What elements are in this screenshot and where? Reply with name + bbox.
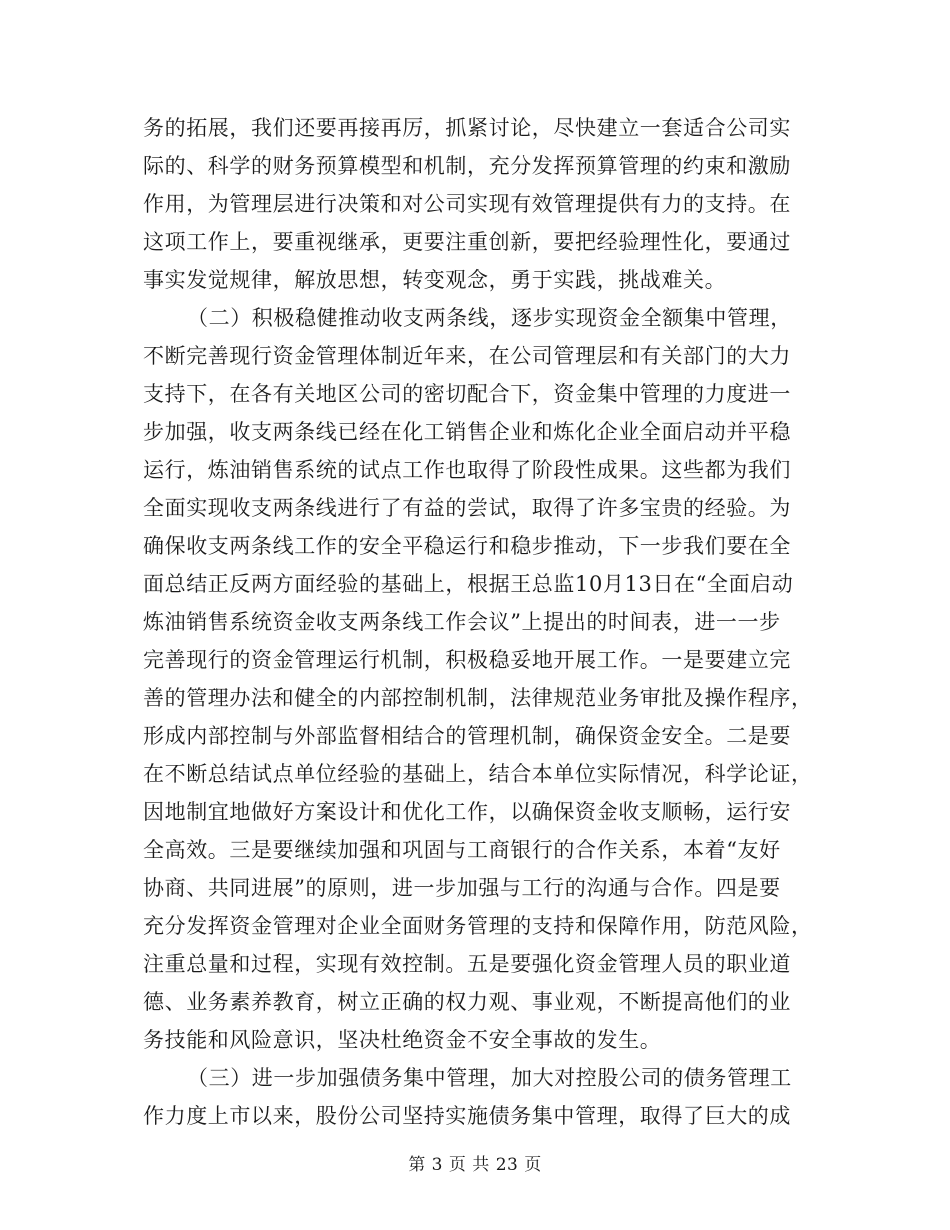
- text-line: 全高效。三是要继续加强和巩固与工商银行的合作关系，本着“友好: [143, 838, 781, 862]
- text-line: 事实发觉规律，解放思想，转变观念，勇于实践，挑战难关。: [143, 268, 727, 292]
- text-line: 德、业务素养教育，树立正确的权力观、事业观，不断提高他们的业: [143, 990, 791, 1014]
- text-line: 确保收支两条线工作的安全平稳运行和稳步推动，下一步我们要在全: [143, 534, 791, 558]
- text-line: 这项工作上，要重视继承，更要注重创新，要把经验理性化，要通过: [143, 230, 791, 254]
- text-line: 面总结正反两方面经验的基础上，根据王总监10月13日在“全面启动: [143, 572, 794, 596]
- text-line: 注重总量和过程，实现有效控制。五是要强化资金管理人员的职业道: [143, 952, 791, 976]
- text-line: 运行，炼油销售系统的试点工作也取得了阶段性成果。这些都为我们: [143, 458, 791, 482]
- paragraph-heading: （二）积极稳健推动收支两条线，逐步实现资金全额集中管理，: [187, 306, 792, 330]
- text-line: 在不断总结试点单位经验的基础上，结合本单位实际情况，科学论证，: [143, 762, 813, 786]
- text-line: 炼油销售系统资金收支两条线工作会议”上提出的时间表，进一一步: [143, 610, 781, 634]
- text-line: 全面实现收支两条线进行了有益的尝试，取得了许多宝贵的经验。为: [143, 496, 791, 520]
- text-line: 形成内部控制与外部监督相结合的管理机制，确保资金安全。二是要: [143, 724, 791, 748]
- text-line: 步加强，收支两条线已经在化工销售企业和炼化企业全面启动并平稳: [143, 420, 791, 444]
- text-line: 务技能和风险意识，坚决杜绝资金不安全事故的发生。: [143, 1028, 662, 1052]
- text-line: 作用，为管理层进行决策和对公司实现有效管理提供有力的支持。在: [143, 192, 791, 216]
- text-line: 务的拓展，我们还要再接再厉，抓紧讨论，尽快建立一套适合公司实: [143, 116, 791, 140]
- text-line: 际的、科学的财务预算模型和机制，充分发挥预算管理的约束和激励: [143, 154, 791, 178]
- text-line: 协商、共同进展”的原则，进一步加强与工行的沟通与合作。四是要: [143, 876, 781, 900]
- text-line: 完善现行的资金管理运行机制，积极稳妥地开展工作。一是要建立完: [143, 648, 791, 672]
- text-line: 善的管理办法和健全的内部控制机制，法律规范业务审批及操作程序，: [143, 686, 813, 710]
- text-line: 因地制宜地做好方案设计和优化工作，以确保资金收支顺畅，运行安: [143, 800, 791, 824]
- text-line: 作力度上市以来，股份公司坚持实施债务集中管理，取得了巨大的成: [143, 1104, 791, 1128]
- page-number-footer: 第 3 页 共 23 页: [408, 1155, 542, 1175]
- paragraph-heading: （三）进一步加强债务集中管理，加大对控股公司的债务管理工: [187, 1066, 792, 1090]
- text-line: 不断完善现行资金管理体制近年来，在公司管理层和有关部门的大力: [143, 344, 791, 368]
- text-line: 支持下，在各有关地区公司的密切配合下，资金集中管理的力度进一: [143, 382, 791, 406]
- text-line: 充分发挥资金管理对企业全面财务管理的支持和保障作用，防范风险，: [143, 914, 813, 938]
